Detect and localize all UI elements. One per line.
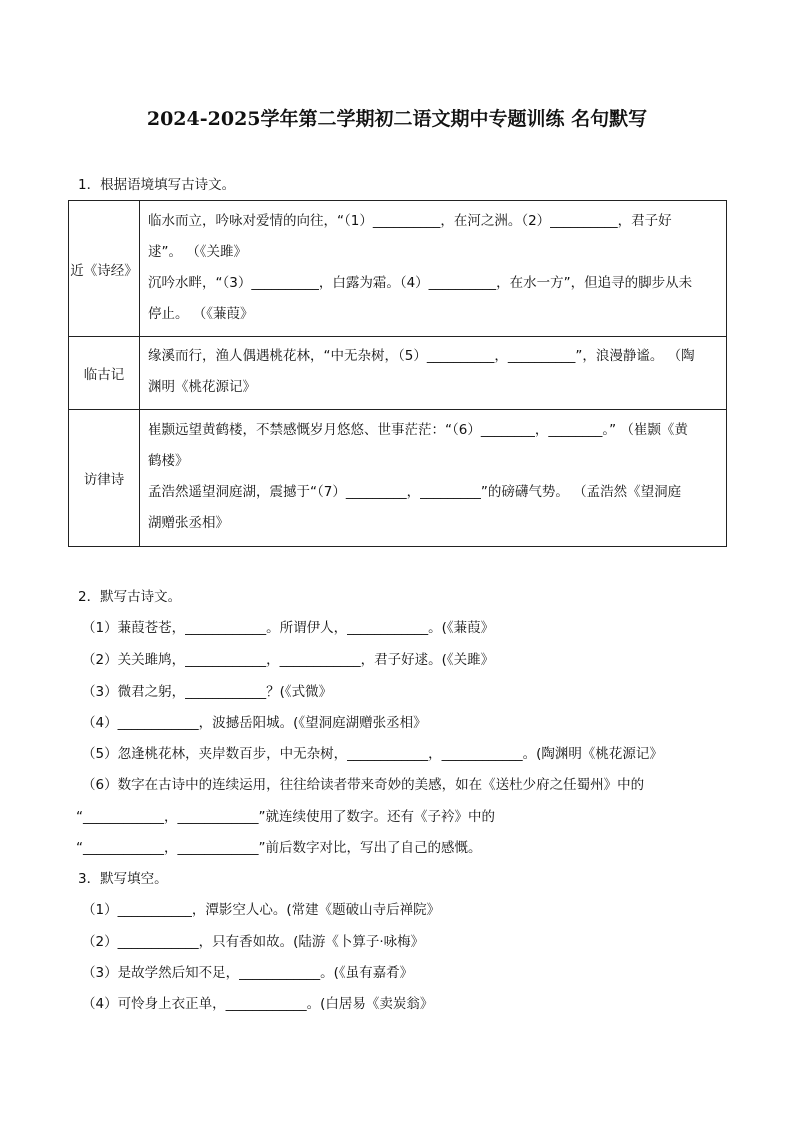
list-item: （2）____________，只有香如故。(陆游《卜算子·咏梅》 bbox=[82, 934, 425, 950]
table-row bbox=[69, 410, 727, 547]
list-item: “____________，____________”前后数字对比，写出了自己的感慨。 bbox=[76, 840, 482, 856]
content-line: 孟浩然遥望洞庭湖，震撼于“（7）_________，_________”的磅礴气势。 （孟浩然《望洞庭 bbox=[148, 484, 682, 500]
content-line: 渊明《桃花源记》 bbox=[148, 379, 256, 395]
question-1-heading: 1．根据语境填写古诗文。 bbox=[78, 177, 236, 193]
list-item: （4）____________，波撼岳阳城。(《望洞庭湖赠张丞相》 bbox=[82, 715, 427, 731]
row-content bbox=[140, 201, 727, 337]
list-item: （3）是故学然后知不足，____________。(《虽有嘉肴》 bbox=[82, 965, 414, 981]
row-label: 临古记 bbox=[69, 337, 140, 410]
row-content bbox=[140, 337, 727, 410]
content-line: 缘溪而行，渔人偶遇桃花林，“中无杂树，（5）__________，__________”，浪漫静谧。 （陶 bbox=[148, 348, 695, 364]
list-item: （5）忽逢桃花林，夹岸数百步，中无杂树，____________，____________。(陶渊明《桃花源记》 bbox=[82, 746, 663, 762]
table-row bbox=[69, 337, 727, 410]
content-line: 鹤楼》 bbox=[148, 453, 189, 469]
list-item: “____________，____________”就连续使用了数字。还有《子衿》中的 bbox=[76, 809, 495, 825]
row-label: 近《诗经》 bbox=[69, 201, 140, 337]
row-label: 访律诗 bbox=[69, 410, 140, 547]
list-item: （6）数字在古诗中的连续运用，往往给读者带来奇妙的美感，如在《送杜少府之任蜀州》中的 bbox=[82, 777, 645, 793]
list-item: （1）___________，潭影空人心。(常建《题破山寺后禅院》 bbox=[82, 902, 441, 918]
list-item: （4）可怜身上衣正单，____________。(白居易《卖炭翁》 bbox=[82, 996, 434, 1012]
content-line: 临水而立，吟咏对爱情的向往，“（1）__________，在河之洲。（2）__________，君子好 bbox=[148, 212, 672, 229]
list-item: （3）微君之躬，____________？(《式微》 bbox=[82, 684, 333, 700]
page-title: 2024-2025学年第二学期初二语文期中专题训练 名句默写 bbox=[146, 108, 648, 130]
content-line: 沉吟水畔，“（3）__________，白露为霜。（4）__________，在水一方”，但追寻的脚步从未 bbox=[148, 274, 693, 291]
question-2-heading: 2．默写古诗文。 bbox=[78, 589, 182, 605]
content-line: 停止。 （《蒹葭》 bbox=[148, 305, 254, 322]
list-item: （2）关关雎鸠，____________，____________，君子好逑。(《关雎》 bbox=[82, 652, 495, 668]
context-fill-table bbox=[68, 200, 727, 547]
content-line: 湖赠张丞相》 bbox=[148, 515, 229, 531]
content-line: 崔颢远望黄鹤楼，不禁感慨岁月悠悠、世事茫茫：“（6）________，________。” （崔颢《黄 bbox=[148, 422, 688, 438]
content-line: 逑”。 （《关雎》 bbox=[148, 243, 248, 260]
question-3-heading: 3．默写填空。 bbox=[78, 871, 168, 887]
row-content bbox=[140, 410, 727, 547]
table-row bbox=[69, 201, 727, 337]
list-item: （1）蒹葭苍苍，____________。所谓伊人，____________。(《蒹葭》 bbox=[82, 620, 495, 636]
